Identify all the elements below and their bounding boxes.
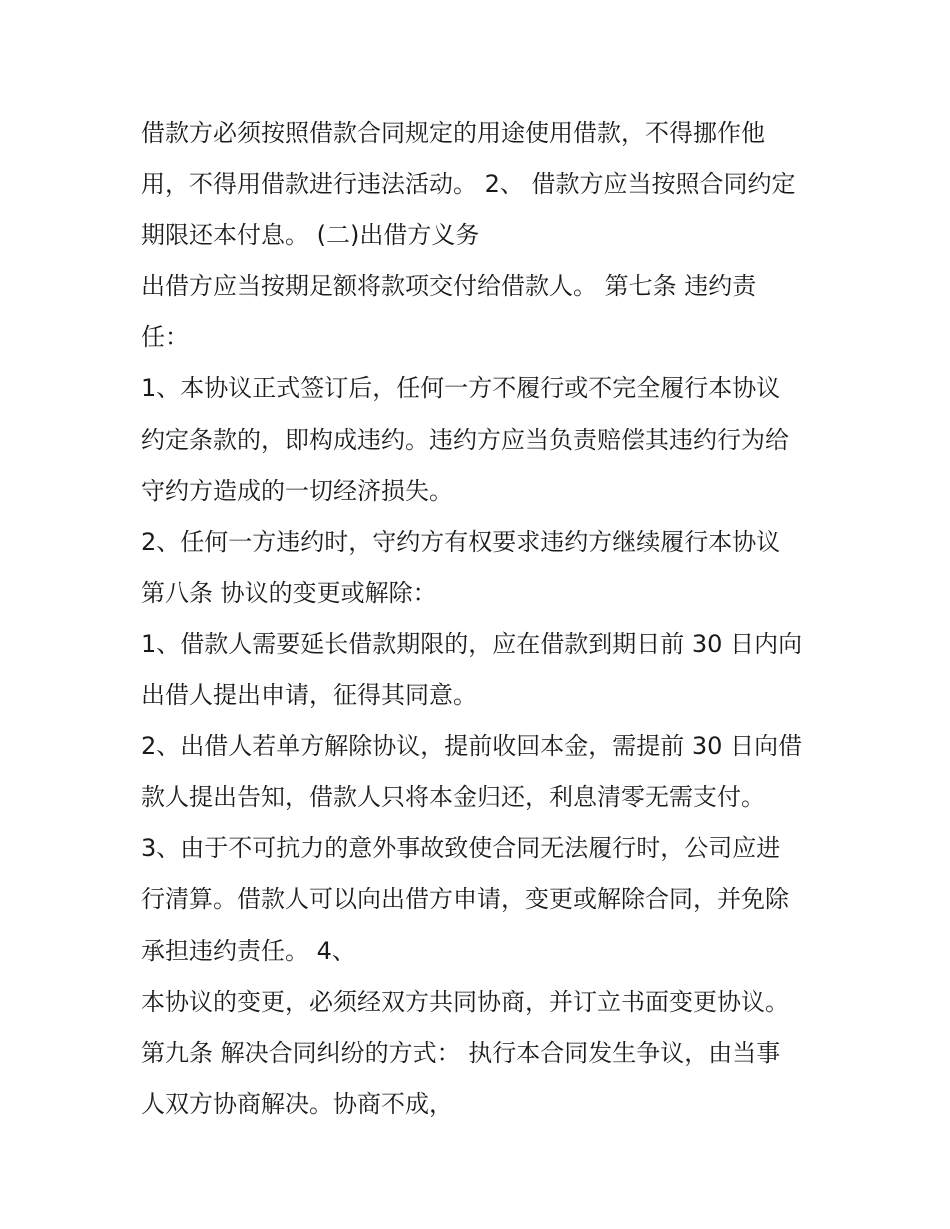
text-line: 1、本协议正式签订后，任何一方不履行或不完全履行本协议 (141, 374, 781, 403)
text-line: 承担违约责任。 4、 (141, 936, 356, 965)
text-line: 1、借款人需要延长借款期限的，应在借款到期日前 30 日内向 (141, 629, 803, 658)
text-line: 行清算。借款人可以向出借方申请，变更或解除合同，并免除 (141, 885, 789, 914)
text-line: 3、由于不可抗力的意外事故致使合同无法履行时，公司应进 (141, 834, 781, 863)
text-line: 2、任何一方违约时，守约方有权要求违约方继续履行本协议 (141, 527, 781, 556)
text-line: 2、出借人若单方解除协议，提前收回本金，需提前 30 日向借 (141, 732, 803, 761)
text-line: 用，不得用借款进行违法活动。 2、 借款方应当按照合同约定 (141, 170, 796, 199)
text-line: 期限还本付息。 (二)出借方义务 (141, 221, 480, 250)
text-line: 任： (141, 323, 189, 352)
text-line: 约定条款的，即构成违约。违约方应当负责赔偿其违约行为给 (141, 425, 789, 454)
text-line: 款人提出告知，借款人只将本金归还，利息清零无需支付。 (141, 783, 765, 812)
text-line: 出借方应当按期足额将款项交付给借款人。 第七条 违约责 (141, 272, 757, 301)
text-line: 守约方造成的一切经济损失。 (141, 476, 453, 505)
text-line: 第八条 协议的变更或解除： (141, 578, 437, 607)
text-line: 人双方协商解决。协商不成， (141, 1089, 453, 1118)
text-line: 本协议的变更，必须经双方共同协商，并订立书面变更协议。 (141, 987, 789, 1016)
text-line: 出借人提出申请，征得其同意。 (141, 681, 477, 710)
text-line: 借款方必须按照借款合同规定的用途使用借款，不得挪作他 (141, 119, 765, 147)
text-line: 第九条 解决合同纠纷的方式： 执行本合同发生争议，由当事 (141, 1038, 781, 1067)
contract-text (141, 108, 831, 1130)
